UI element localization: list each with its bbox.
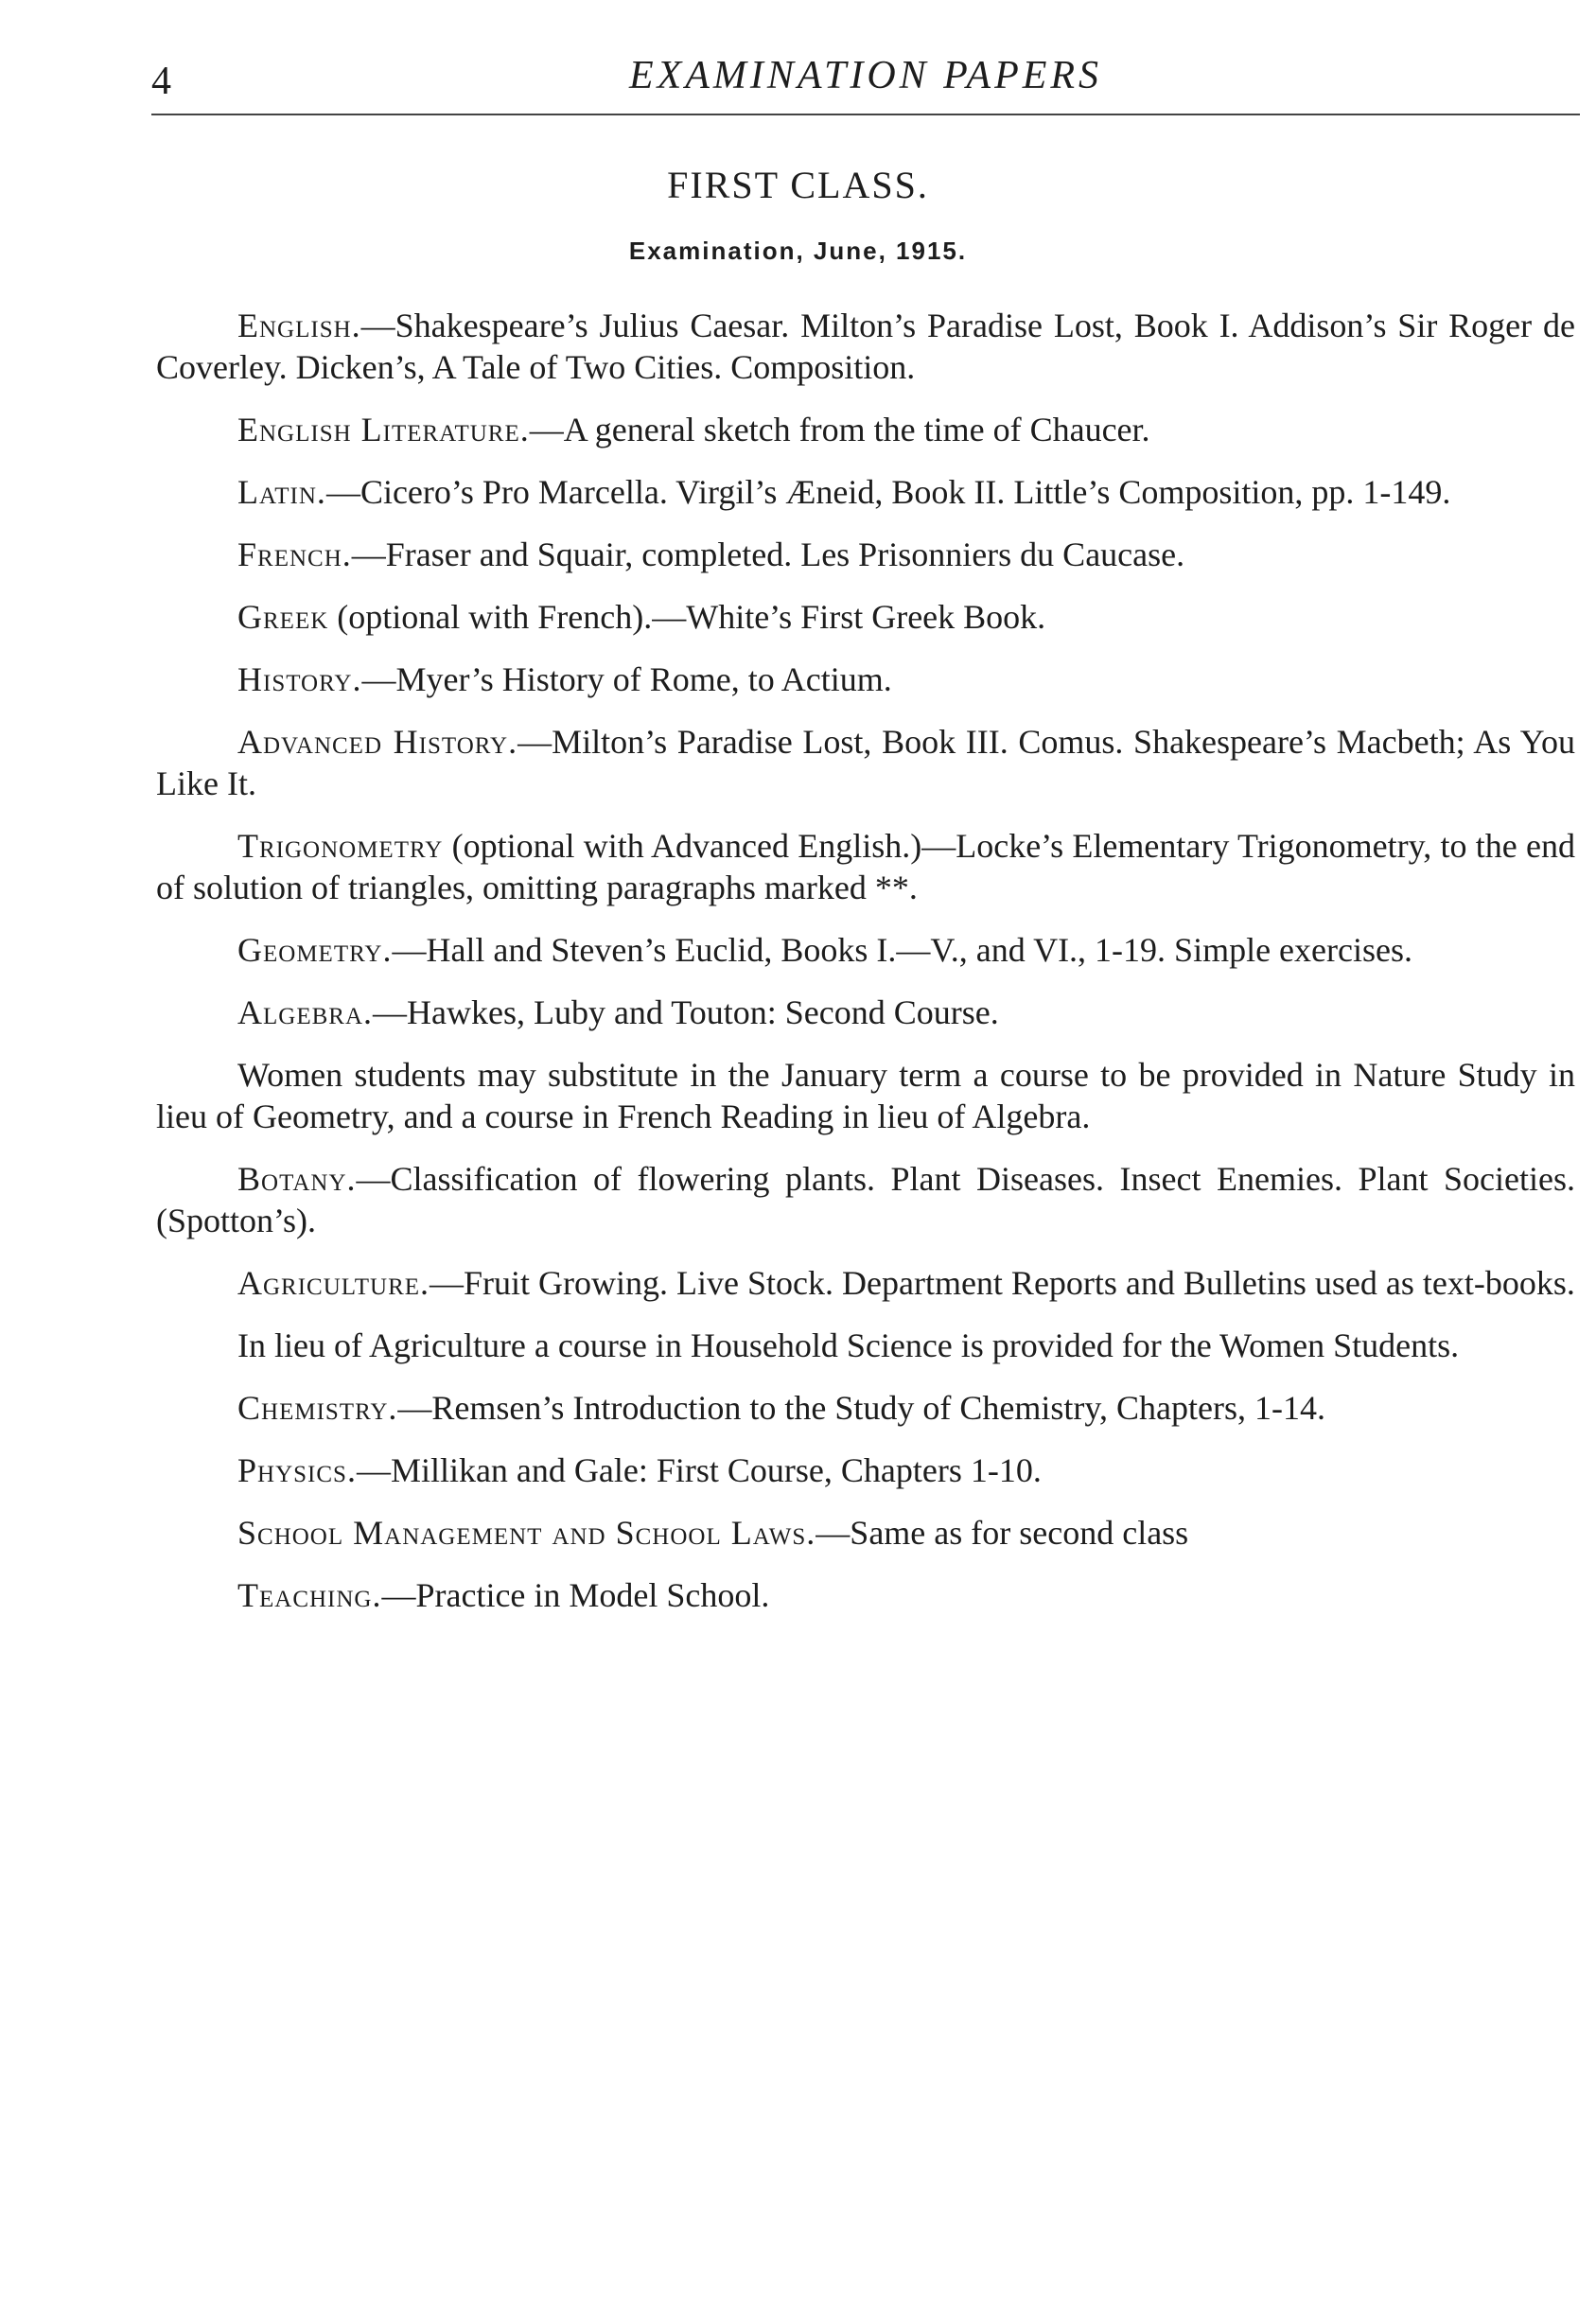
subject-heading: Geometry. xyxy=(237,931,393,969)
entry-botany xyxy=(156,1158,1575,1241)
entry-chemistry xyxy=(156,1387,1575,1429)
header-rule xyxy=(151,114,1580,115)
entry-english xyxy=(156,305,1575,388)
entry-text: —Myer’s History of Rome, to Actium. xyxy=(361,660,892,698)
subject-heading: Greek xyxy=(237,598,329,636)
subject-heading: English Literature. xyxy=(237,411,530,448)
entry-text: Women students may substitute in the January term a course to be provided in Nature Study in lieu of Geometry, and a course in French Reading in lieu of Algebra. xyxy=(156,1056,1575,1135)
entry-trigonometry xyxy=(156,825,1575,908)
entry-text: —Milton’s Paradise Lost, Book III. Comus. Shakespeare’s Macbeth; As You Like It. xyxy=(156,723,1575,802)
entry-text: (optional with French).—White’s First Greek Book. xyxy=(328,598,1046,636)
entry-text: —Hawkes, Luby and Touton: Second Course. xyxy=(373,993,999,1031)
curriculum-list xyxy=(156,305,1575,1637)
page-number: 4 xyxy=(151,60,171,103)
entry-agriculture xyxy=(156,1262,1575,1304)
subject-heading: Trigonometry xyxy=(237,827,444,865)
entry-text: In lieu of Agriculture a course in Household Science is provided for the Women Students. xyxy=(237,1326,1460,1364)
entry-greek xyxy=(156,596,1575,638)
entry-geometry xyxy=(156,929,1575,971)
subject-heading: English. xyxy=(237,307,361,344)
section-title: FIRST CLASS. xyxy=(667,164,929,206)
entry-latin xyxy=(156,471,1575,513)
subject-heading: Advanced History. xyxy=(237,723,518,761)
subject-heading: History. xyxy=(237,660,362,698)
exam-date: Examination, June, 1915. xyxy=(628,237,968,265)
entry-text: —Remsen’s Introduction to the Study of Chemistry, Chapters, 1-14. xyxy=(397,1389,1325,1427)
subject-heading: Botany. xyxy=(237,1160,357,1198)
entry-history xyxy=(156,659,1575,700)
subject-heading: Latin. xyxy=(237,473,326,511)
entry-school-management xyxy=(156,1512,1575,1554)
running-title: EXAMINATION PAPERS xyxy=(628,54,1103,97)
entry-text: —Fruit Growing. Live Stock. Department Reports and Bulletins used as text-books. xyxy=(430,1264,1575,1302)
subject-heading: Algebra. xyxy=(237,993,373,1031)
entry-teaching xyxy=(156,1574,1575,1616)
entry-text: —Cicero’s Pro Marcella. Virgil’s Æneid, Book II. Little’s Composition, pp. 1-149. xyxy=(325,473,1451,511)
entry-physics xyxy=(156,1449,1575,1491)
subject-heading: Agriculture. xyxy=(237,1264,430,1302)
entry-women-students-note xyxy=(156,1054,1575,1137)
subject-heading: Physics. xyxy=(237,1451,357,1489)
entry-text: —Practice in Model School. xyxy=(381,1576,770,1614)
subject-heading: Teaching. xyxy=(237,1576,382,1614)
entry-text: —Same as for second class xyxy=(816,1514,1189,1552)
entry-text: —Shakespeare’s Julius Caesar. Milton’s Paradise Lost, Book I. Addison’s Sir Roger de Coverley. Dicken’s, A Tale of Two Cities. Composition. xyxy=(156,307,1575,386)
subject-heading: Chemistry. xyxy=(237,1389,398,1427)
entry-text: (optional with Advanced English.)—Locke’s Elementary Trigonometry, to the end of solution of triangles, omitting paragraphs marked **. xyxy=(156,827,1575,906)
entry-english-literature xyxy=(156,409,1575,450)
entry-text: —A general sketch from the time of Chaucer. xyxy=(529,411,1150,448)
entry-text: —Classification of flowering plants. Plant Diseases. Insect Enemies. Plant Societies. (Spotton’s). xyxy=(156,1160,1575,1239)
subject-heading: School Management and School Laws. xyxy=(237,1514,816,1552)
entry-text: —Hall and Steven’s Euclid, Books I.—V., and VI., 1-19. Simple exercises. xyxy=(392,931,1412,969)
entry-algebra xyxy=(156,992,1575,1033)
entry-household-science-note xyxy=(156,1325,1575,1366)
entry-advanced-history xyxy=(156,721,1575,804)
entry-text: —Fraser and Squair, completed. Les Prisonniers du Caucase. xyxy=(351,536,1185,573)
running-head xyxy=(151,47,1580,114)
subject-heading: French. xyxy=(237,536,352,573)
entry-french xyxy=(156,534,1575,575)
entry-text: —Millikan and Gale: First Course, Chapters 1-10. xyxy=(356,1451,1042,1489)
